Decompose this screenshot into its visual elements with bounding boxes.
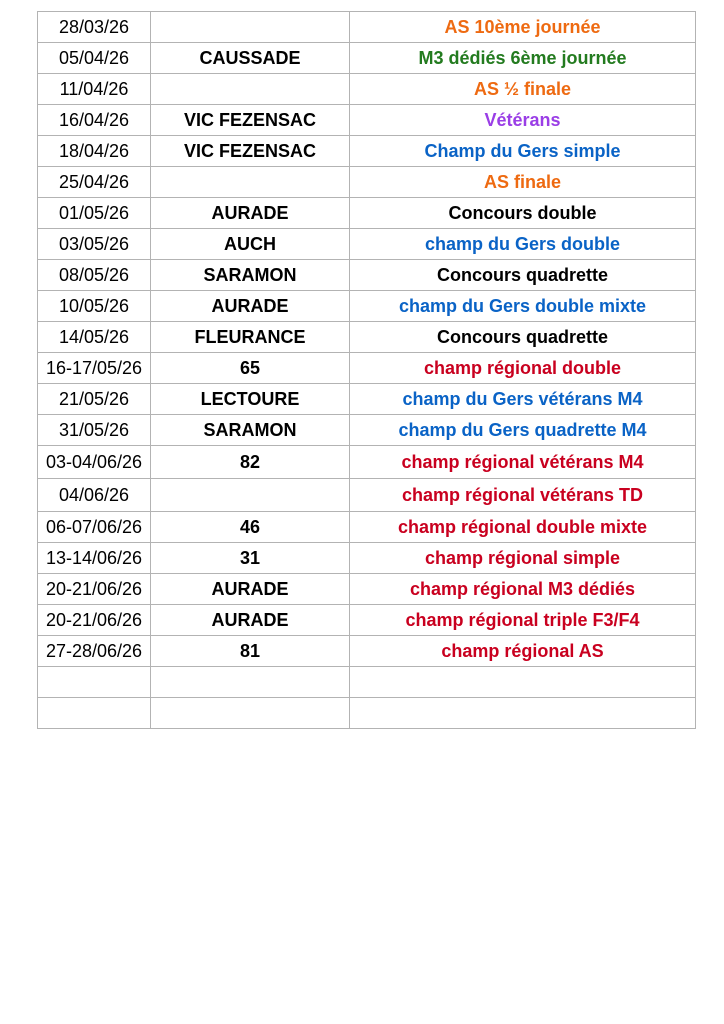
cell-event[interactable]: Concours quadrette xyxy=(350,322,696,353)
cell-place[interactable] xyxy=(151,167,350,198)
cell-place[interactable]: 65 xyxy=(151,353,350,384)
table-row xyxy=(38,353,696,384)
cell-date[interactable]: 21/05/26 xyxy=(38,384,151,415)
cell-event[interactable] xyxy=(350,698,696,729)
table-row xyxy=(38,512,696,543)
cell-event[interactable]: champ du Gers double xyxy=(350,229,696,260)
cell-place[interactable]: 31 xyxy=(151,543,350,574)
cell-place[interactable]: VIC FEZENSAC xyxy=(151,136,350,167)
cell-event[interactable]: champ du Gers quadrette M4 xyxy=(350,415,696,446)
cell-date[interactable]: 20-21/06/26 xyxy=(38,574,151,605)
table-row xyxy=(38,667,696,698)
calendar-table-body xyxy=(38,12,696,729)
table-row xyxy=(38,479,696,512)
cell-place[interactable]: SARAMON xyxy=(151,415,350,446)
cell-date[interactable] xyxy=(38,667,151,698)
cell-event[interactable]: champ régional vétérans TD xyxy=(350,479,696,512)
cell-date[interactable]: 31/05/26 xyxy=(38,415,151,446)
cell-date[interactable]: 11/04/26 xyxy=(38,74,151,105)
cell-place[interactable]: AURADE xyxy=(151,605,350,636)
cell-place[interactable] xyxy=(151,667,350,698)
cell-event[interactable] xyxy=(350,667,696,698)
cell-place[interactable]: SARAMON xyxy=(151,260,350,291)
cell-date[interactable]: 28/03/26 xyxy=(38,12,151,43)
cell-place[interactable] xyxy=(151,12,350,43)
cell-date[interactable]: 08/05/26 xyxy=(38,260,151,291)
cell-event[interactable]: AS 10ème journée xyxy=(350,12,696,43)
cell-place[interactable]: AURADE xyxy=(151,291,350,322)
cell-event[interactable]: champ régional M3 dédiés xyxy=(350,574,696,605)
table-row xyxy=(38,198,696,229)
cell-event[interactable]: champ du Gers vétérans M4 xyxy=(350,384,696,415)
cell-event[interactable]: M3 dédiés 6ème journée xyxy=(350,43,696,74)
table-row xyxy=(38,12,696,43)
cell-place[interactable]: AURADE xyxy=(151,574,350,605)
cell-place[interactable]: 81 xyxy=(151,636,350,667)
cell-date[interactable]: 05/04/26 xyxy=(38,43,151,74)
table-row xyxy=(38,229,696,260)
cell-date[interactable]: 06-07/06/26 xyxy=(38,512,151,543)
cell-date[interactable] xyxy=(38,698,151,729)
cell-date[interactable]: 01/05/26 xyxy=(38,198,151,229)
table-row xyxy=(38,136,696,167)
table-row xyxy=(38,574,696,605)
cell-place[interactable]: AURADE xyxy=(151,198,350,229)
table-row xyxy=(38,74,696,105)
table-row xyxy=(38,698,696,729)
table-row xyxy=(38,260,696,291)
table-row xyxy=(38,446,696,479)
cell-event[interactable]: Concours double xyxy=(350,198,696,229)
cell-event[interactable]: champ régional simple xyxy=(350,543,696,574)
table-row xyxy=(38,291,696,322)
cell-event[interactable]: Champ du Gers simple xyxy=(350,136,696,167)
table-row xyxy=(38,167,696,198)
cell-place[interactable] xyxy=(151,479,350,512)
table-row xyxy=(38,384,696,415)
cell-event[interactable]: champ régional vétérans M4 xyxy=(350,446,696,479)
cell-date[interactable]: 03/05/26 xyxy=(38,229,151,260)
cell-place[interactable]: FLEURANCE xyxy=(151,322,350,353)
table-row xyxy=(38,636,696,667)
cell-event[interactable]: AS finale xyxy=(350,167,696,198)
cell-place[interactable]: 46 xyxy=(151,512,350,543)
cell-event[interactable]: AS ½ finale xyxy=(350,74,696,105)
cell-date[interactable]: 03-04/06/26 xyxy=(38,446,151,479)
cell-date[interactable]: 13-14/06/26 xyxy=(38,543,151,574)
cell-event[interactable]: champ régional double mixte xyxy=(350,512,696,543)
table-row xyxy=(38,105,696,136)
table-row xyxy=(38,322,696,353)
cell-event[interactable]: champ régional AS xyxy=(350,636,696,667)
cell-event[interactable]: champ régional triple F3/F4 xyxy=(350,605,696,636)
table-row xyxy=(38,415,696,446)
cell-date[interactable]: 18/04/26 xyxy=(38,136,151,167)
cell-date[interactable]: 04/06/26 xyxy=(38,479,151,512)
table-row xyxy=(38,43,696,74)
cell-place[interactable]: VIC FEZENSAC xyxy=(151,105,350,136)
cell-place[interactable] xyxy=(151,698,350,729)
table-row xyxy=(38,543,696,574)
cell-place[interactable]: LECTOURE xyxy=(151,384,350,415)
cell-date[interactable]: 10/05/26 xyxy=(38,291,151,322)
cell-date[interactable]: 16/04/26 xyxy=(38,105,151,136)
cell-date[interactable]: 27-28/06/26 xyxy=(38,636,151,667)
cell-date[interactable]: 16-17/05/26 xyxy=(38,353,151,384)
cell-event[interactable]: champ régional double xyxy=(350,353,696,384)
cell-place[interactable] xyxy=(151,74,350,105)
cell-place[interactable]: AUCH xyxy=(151,229,350,260)
cell-place[interactable]: CAUSSADE xyxy=(151,43,350,74)
cell-event[interactable]: champ du Gers double mixte xyxy=(350,291,696,322)
calendar-table xyxy=(37,11,696,729)
table-row xyxy=(38,605,696,636)
cell-place[interactable]: 82 xyxy=(151,446,350,479)
cell-date[interactable]: 25/04/26 xyxy=(38,167,151,198)
cell-event[interactable]: Vétérans xyxy=(350,105,696,136)
cell-event[interactable]: Concours quadrette xyxy=(350,260,696,291)
cell-date[interactable]: 20-21/06/26 xyxy=(38,605,151,636)
cell-date[interactable]: 14/05/26 xyxy=(38,322,151,353)
